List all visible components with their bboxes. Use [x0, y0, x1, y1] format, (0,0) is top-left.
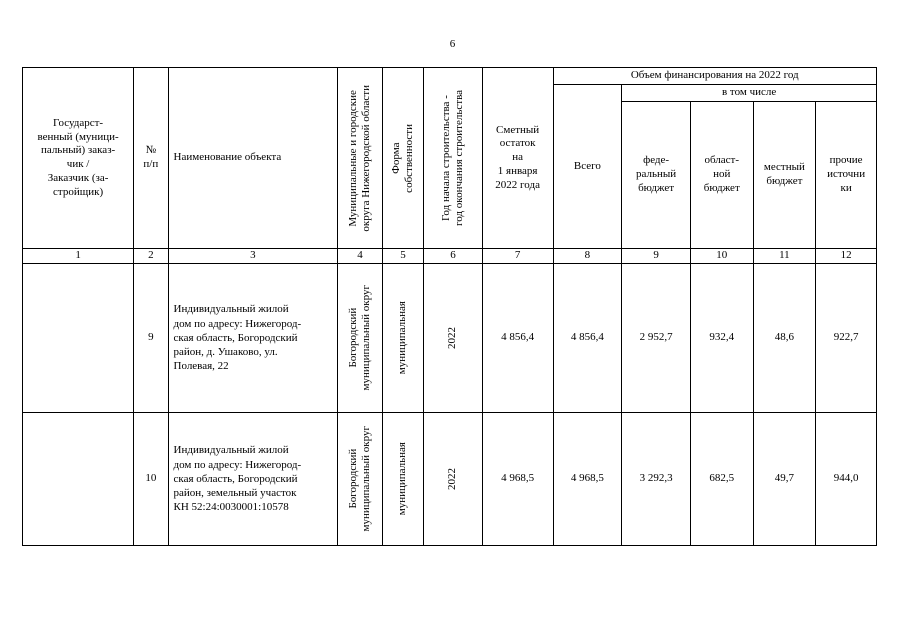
table-row: [23, 413, 877, 546]
column-number: 12: [816, 249, 877, 264]
row-ownership-text: муниципальная: [396, 442, 409, 516]
row-ownership: [382, 264, 423, 413]
column-number: 9: [622, 249, 691, 264]
column-number: 4: [338, 249, 382, 264]
row-municipal: [338, 413, 382, 546]
table-row: [23, 264, 877, 413]
column-number: 6: [424, 249, 483, 264]
row-object-name: Индивидуальный жилой дом по адресу: Нижегород- ская область, Богородский район, д. Ушаково, ул. Полевая, 22: [168, 264, 338, 413]
financing-table: [22, 67, 877, 546]
row-local: 48,6: [753, 264, 816, 413]
header-object-name: Наименование объекта: [168, 68, 338, 249]
row-balance: 4 968,5: [482, 413, 553, 546]
header-other: прочие источни ки: [816, 102, 877, 249]
page-number: 6: [449, 38, 456, 50]
row-number: 9: [134, 264, 168, 413]
row-customer: [23, 413, 134, 546]
row-ownership: [382, 413, 423, 546]
header-years-text: Год начала строительства - год окончания строительства: [439, 90, 465, 226]
column-number: 5: [382, 249, 423, 264]
row-year-text: 2022: [446, 327, 459, 349]
column-number: 10: [690, 249, 753, 264]
row-federal: 3 292,3: [622, 413, 691, 546]
row-federal: 2 952,7: [622, 264, 691, 413]
header-regional: област- ной бюджет: [690, 102, 753, 249]
header-federal: феде- ральный бюджет: [622, 102, 691, 249]
header-municipal-text: Муниципальные и городские округа Нижегородской области: [346, 84, 372, 232]
row-customer: [23, 264, 134, 413]
row-other: 922,7: [816, 264, 877, 413]
row-number: 10: [134, 413, 168, 546]
row-year-text: 2022: [446, 468, 459, 490]
row-year: [424, 264, 483, 413]
row-ownership-text: муниципальная: [396, 301, 409, 375]
row-total: 4 856,4: [553, 264, 622, 413]
column-number: 3: [168, 249, 338, 264]
row-total: 4 968,5: [553, 413, 622, 546]
header-including: в том числе: [622, 85, 877, 102]
header-balance: Сметный остаток на 1 января 2022 года: [482, 68, 553, 249]
row-year: [424, 413, 483, 546]
header-total: Всего: [553, 85, 622, 249]
row-other: 944,0: [816, 413, 877, 546]
header-ownership-text: Форма собственности: [389, 123, 415, 193]
header-local: местный бюджет: [753, 102, 816, 249]
header-ownership: [382, 68, 423, 249]
column-number: 8: [553, 249, 622, 264]
row-municipal: [338, 264, 382, 413]
row-balance: 4 856,4: [482, 264, 553, 413]
header-customer: Государст- венный (муници- пальный) заказ- чик / Заказчик (за- стройщик): [23, 68, 134, 249]
row-local: 49,7: [753, 413, 816, 546]
header-municipal: [338, 68, 382, 249]
column-number: 11: [753, 249, 816, 264]
row-municipal-text: Богородский муниципальный округ: [346, 426, 372, 532]
column-number: 1: [23, 249, 134, 264]
header-funding-group: Объем финансирования на 2022 год: [553, 68, 877, 85]
column-numbers-row: [23, 249, 877, 264]
column-number: 2: [134, 249, 168, 264]
column-number: 7: [482, 249, 553, 264]
row-object-name: Индивидуальный жилой дом по адресу: Нижегород- ская область, Богородский район, земельный участок КН 52:24:0030001:10578: [168, 413, 338, 546]
row-municipal-text: Богородский муниципальный округ: [346, 285, 372, 391]
header-number: № п/п: [134, 68, 168, 249]
header-years: [424, 68, 483, 249]
row-regional: 682,5: [690, 413, 753, 546]
row-regional: 932,4: [690, 264, 753, 413]
